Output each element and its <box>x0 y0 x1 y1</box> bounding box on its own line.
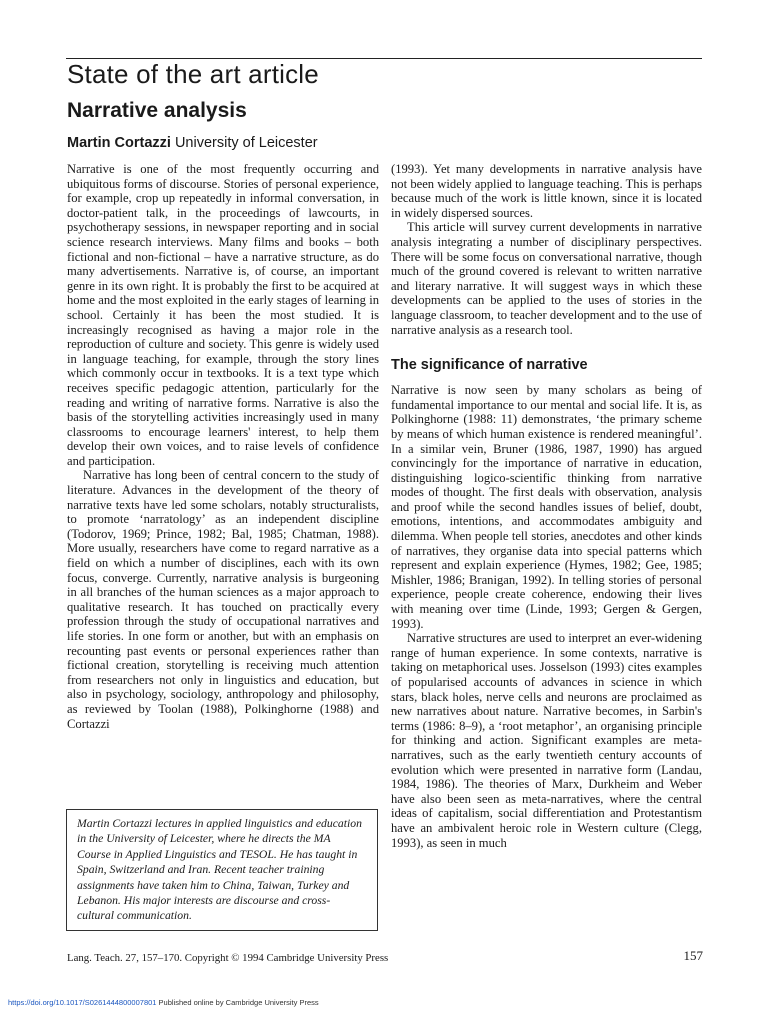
journal-citation: Lang. Teach. 27, 157–170. Copyright © 1994 Cambridge University Press <box>67 952 389 964</box>
byline <box>67 133 318 153</box>
author-name: Martin Cortazzi <box>67 135 171 151</box>
author-bio-box: Martin Cortazzi lectures in applied linguistics and education in the University of Leicester, where he directs the MA Course in Applied Linguistics and TESOL. He has taught in Spain, Switzerland and Iran. Recent teacher training assignments have taken him to China, Taiwan, Turkey and Lebanon. His major interests are discourse and cross-cultural communication. <box>66 809 378 931</box>
page-number: 157 <box>683 948 703 963</box>
article-title: Narrative analysis <box>67 99 247 122</box>
section-label: State of the art article <box>67 59 319 89</box>
section-heading: The significance of narrative <box>391 357 588 374</box>
left-column <box>67 162 379 731</box>
author-affiliation: University of Leicester <box>170 135 318 151</box>
body-paragraph: (1993). Yet many developments in narrative analysis have not been widely applied to language teaching. This is perhaps because much of the work is little known, since it is located in widely dispersed sources. <box>391 162 702 220</box>
body-paragraph: Narrative structures are used to interpret an ever-widening range of human experience. In some contexts, narrative is taking on metaphorical uses. Josselson (1993) cites examples of popularised accounts of advances in science in which stars, black holes, nerve cells and neurons are proclaimed as new narratives about nature. Narrative becomes, in Sarbin's terms (1986: 8–9), a ‘root metaphor’, an organising principle for thinking and action. Significant examples are meta-narratives, such as the early twentieth century accounts of evolution which were presented in narrative form (Landau, 1984, 1986). The theories of Marx, Durkheim and Weber have also been seen as meta-narratives, where the central ideas of capitalism, social differentiation and Protestantism have an ambivalent heroic role in Western culture (Clegg, 1993), as seen in much <box>391 631 702 850</box>
right-column <box>391 162 702 850</box>
body-paragraph: Narrative has long been of central concern to the study of literature. Advances in the development of the theory of narrative texts have led some scholars, notably structuralists, to promote ‘narratology’ as an independent discipline (Todorov, 1969; Prince, 1982; Bal, 1985; Chatman, 1988). More usually, researchers have come to regard narrative as a field on which a number of disciplines, each with its own focus, converge. Currently, narrative analysis is burgeoning in all branches of the human sciences as a major approach to qualitative research. It has touched on practically every profession through the study of occupational narratives and life stories. In one form or another, but with an emphasis on recounting past events or personal experiences rather than fictional creation, storytelling is receiving much attention from researchers not only in linguistics and education, but also in psychology, sociology, anthropology and philosophy, as reviewed by Toolan (1988), Polkinghorne (1988) and Cortazzi <box>67 468 379 731</box>
doi-link[interactable]: https://doi.org/10.1017/S0261444800007801 <box>8 998 157 1007</box>
published-online-text: Published online by Cambridge University Press <box>156 998 319 1007</box>
body-paragraph: Narrative is one of the most frequently occurring and ubiquitous forms of discourse. Stories of personal experience, for example, crop up repeatedly in informal conversation, in doctor-patient talk, in the proceedings of lawcourts, in psychotherapy sessions, in newspaper reporting and in social science research interviews. Many films and books – both fictional and non-fictional – have a narrative structure, as do many advertisements. Narrative is, of course, an important genre in its own right. It is probably the first to be acquired at home and the most exploited in the early stages of learning in school. Certainly it has been the most studied. It is increasingly recognised as having a major role in the reproduction of culture and society. This genre is widely used in language teaching, for example, through the story lines which commonly occur in textbooks. It is a text type which receives specific pedagogic attention, particularly for the reading and writing of narrative forms. Narrative is also the basis of the storytelling activities increasingly used in many classrooms to encourage learners' interest, to help them develop their own voices, and to raise levels of confidence and participation. <box>67 162 379 468</box>
doi-bar <box>8 998 319 1007</box>
body-paragraph: Narrative is now seen by many scholars as being of fundamental importance to our mental and social life. It is, as Polkinghorne (1988: 11) demonstrates, ‘the primary scheme by means of which human existence is rendered meaningful’. In a similar vein, Bruner (1986, 1987, 1990) has argued convincingly for the importance of narrative in education, distinguishing logico-scientific thinking from narrative modes of thought. The first deals with observation, analysis and proof while the second handles issues of belief, doubt, emotions, intentions, and accommodates ambiguity and dilemma. When people tell stories, anecdotes and other kinds of narratives, they organise data into special patterns which represent and explain experience (Hymes, 1982; Gee, 1985; Mishler, 1986; Branigan, 1992). In telling stories of personal experience, people create coherence, endowing their lives with meaning over time (Linde, 1993; Gergen & Gergen, 1993). <box>391 383 702 631</box>
page-footer <box>67 948 703 965</box>
body-paragraph: This article will survey current developments in narrative analysis integrating a number of disciplinary perspectives. There will be some focus on conversational narrative, though much of the ground covered is relevant to written narrative and literary narrative. It will suggest ways in which these developments can be applied to the uses of stories in the language classroom, to teacher development and to the use of narrative analysis as a research tool. <box>391 220 702 337</box>
